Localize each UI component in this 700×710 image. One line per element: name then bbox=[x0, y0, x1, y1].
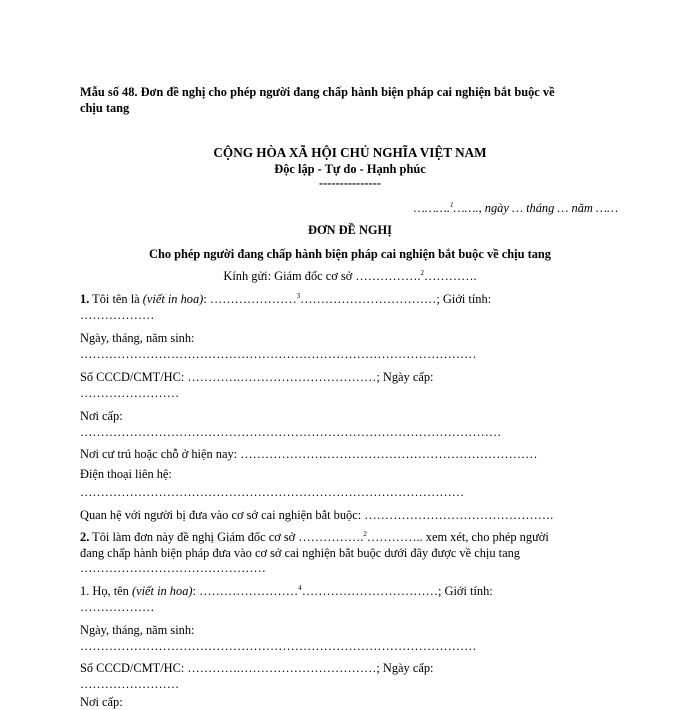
issue-place-label: Nơi cấp: bbox=[80, 409, 123, 423]
dob-dots: …………………………………………………………………………………… bbox=[80, 347, 477, 361]
person-id-date-dots: …………………… bbox=[80, 677, 180, 691]
relation-line: Quan hệ với người bị đưa vào cơ sở cai nghiện bắt buộc: ………………………………………. bbox=[80, 508, 554, 522]
section-2-line-2: đang chấp hành biện pháp đưa vào cơ sở cai nghiện bắt buộc dưới đây được về chịu tang bbox=[80, 546, 520, 560]
person-dob-dots: …………………………………………………………………………………… bbox=[80, 639, 477, 653]
residence-line: Nơi cư trú hoặc chỗ ở hiện nay: ……………………………………………………………… bbox=[80, 447, 538, 461]
person-name-line: 1. Họ, tên (viết in hoa): ……………………$^4$……………………………; Giới tính: bbox=[80, 584, 493, 598]
person-id-line: Số CCCD/CMT/HC: ………….……………………………; Ngày cấp: bbox=[80, 661, 434, 675]
document-title: ĐƠN ĐỀ NGHỊ bbox=[308, 223, 392, 237]
id-date-dots: …………………… bbox=[80, 386, 180, 400]
id-number-line: Số CCCD/CMT/HC: ………….……………………………; Ngày cấp: bbox=[80, 370, 434, 384]
phone-label: Điện thoại liên hệ: bbox=[80, 467, 172, 481]
form-number-title: Mẫu số 48. Đơn đề nghị cho phép người đang chấp hành biện pháp cai nghiện bắt buộc về bbox=[80, 85, 555, 99]
document-subtitle: Cho phép người đang chấp hành biện pháp cai nghiện bắt buộc về chịu tang bbox=[149, 247, 551, 261]
section-2-line-1: 2. Tôi làm đơn này đề nghị Giám đốc cơ sở …………….$^2$………….. xem xét, cho phép người bbox=[80, 530, 549, 544]
person-issue-place-partial: Nơi cấp: bbox=[80, 695, 123, 709]
recipient-line: Kính gửi: Giám đốc cơ sở …………….$^2$…………. bbox=[223, 269, 477, 283]
motto-separator: --------------- bbox=[319, 176, 381, 190]
dob-label: Ngày, tháng, năm sinh: bbox=[80, 331, 195, 345]
phone-dots: ………………………………………………………………………………… bbox=[80, 485, 465, 499]
person-dob-label: Ngày, tháng, năm sinh: bbox=[80, 623, 195, 637]
issue-place-dots: ………………………………………………………………………………………… bbox=[80, 425, 502, 439]
nation-header: CỘNG HÒA XÃ HỘI CHỦ NGHĨA VIỆT NAM bbox=[213, 145, 487, 160]
section-1-gender-dots: ……………… bbox=[80, 308, 155, 322]
person-gender-dots: ……………… bbox=[80, 600, 155, 614]
place-date-line: ……….$^1$……., ngày … tháng … năm …… bbox=[413, 201, 618, 215]
section-2-line-3: ……………………………………… bbox=[80, 561, 266, 575]
section-1-name-line: 1. Tôi tên là (viết in hoa): …………………$^3$……………………………; Giới tính: bbox=[80, 292, 492, 306]
motto: Độc lập - Tự do - Hạnh phúc bbox=[274, 162, 426, 176]
form-number-title-cont: chịu tang bbox=[80, 101, 130, 115]
